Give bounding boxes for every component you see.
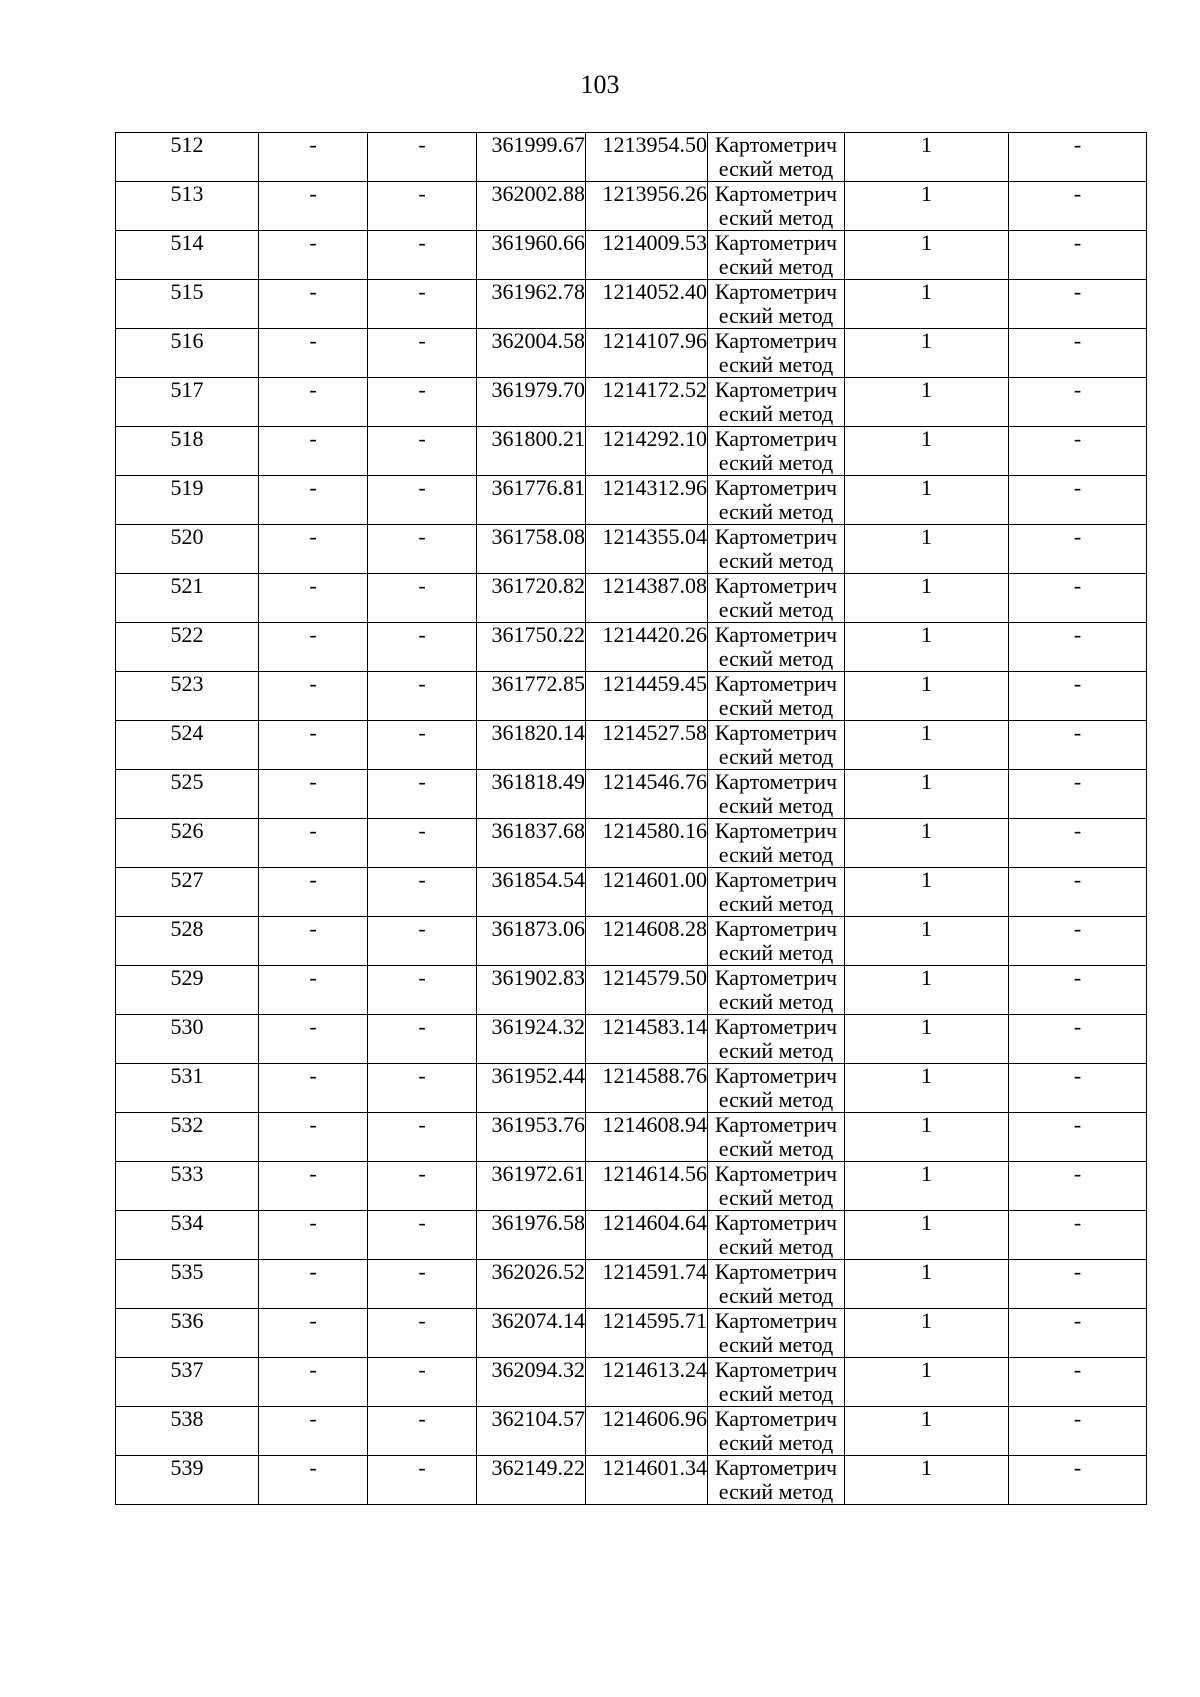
point-number-cell: 523 [116,672,259,721]
table-row [116,917,1147,966]
method-cell: Картометрич еский метод [708,623,845,672]
method-cell: Картометрич еский метод [708,770,845,819]
precision-cell: 1 [845,329,1009,378]
y-coordinate-cell: 1214606.96 [586,1407,708,1456]
table-row [116,133,1147,182]
table-row [116,966,1147,1015]
method-cell: Картометрич еский метод [708,476,845,525]
y-coordinate-cell: 1214601.00 [586,868,708,917]
x-coordinate-cell: 362004.58 [477,329,586,378]
note-cell: - [1009,819,1147,868]
method-cell: Картометрич еский метод [708,966,845,1015]
note-cell: - [1009,329,1147,378]
old-y-cell: - [368,525,477,574]
old-x-cell: - [259,427,368,476]
method-cell: Картометрич еский метод [708,1407,845,1456]
table-row [116,1015,1147,1064]
old-x-cell: - [259,721,368,770]
old-x-cell: - [259,1358,368,1407]
old-x-cell: - [259,1015,368,1064]
old-x-cell: - [259,1113,368,1162]
old-y-cell: - [368,427,477,476]
old-y-cell: - [368,721,477,770]
x-coordinate-cell: 361758.08 [477,525,586,574]
note-cell: - [1009,1064,1147,1113]
method-cell: Картометрич еский метод [708,1358,845,1407]
table-row [116,280,1147,329]
table-row [116,574,1147,623]
point-number-cell: 538 [116,1407,259,1456]
table-row [116,1358,1147,1407]
old-x-cell: - [259,868,368,917]
old-y-cell: - [368,1260,477,1309]
old-y-cell: - [368,770,477,819]
old-x-cell: - [259,525,368,574]
precision-cell: 1 [845,1456,1009,1505]
old-x-cell: - [259,1260,368,1309]
y-coordinate-cell: 1214604.64 [586,1211,708,1260]
x-coordinate-cell: 361772.85 [477,672,586,721]
old-x-cell: - [259,182,368,231]
old-y-cell: - [368,1113,477,1162]
table-row [116,868,1147,917]
x-coordinate-cell: 361854.54 [477,868,586,917]
point-number-cell: 526 [116,819,259,868]
method-cell: Картометрич еский метод [708,917,845,966]
method-cell: Картометрич еский метод [708,1456,845,1505]
old-x-cell: - [259,280,368,329]
old-x-cell: - [259,1309,368,1358]
point-number-cell: 535 [116,1260,259,1309]
old-y-cell: - [368,1309,477,1358]
precision-cell: 1 [845,917,1009,966]
table-row [116,819,1147,868]
y-coordinate-cell: 1214009.53 [586,231,708,280]
precision-cell: 1 [845,868,1009,917]
y-coordinate-cell: 1214583.14 [586,1015,708,1064]
old-y-cell: - [368,1456,477,1505]
point-number-cell: 527 [116,868,259,917]
table-row [116,1211,1147,1260]
y-coordinate-cell: 1214312.96 [586,476,708,525]
method-cell: Картометрич еский метод [708,182,845,231]
x-coordinate-cell: 361720.82 [477,574,586,623]
point-number-cell: 533 [116,1162,259,1211]
method-cell: Картометрич еский метод [708,1015,845,1064]
precision-cell: 1 [845,1407,1009,1456]
old-x-cell: - [259,231,368,280]
table-body [116,133,1147,1505]
note-cell: - [1009,378,1147,427]
x-coordinate-cell: 361953.76 [477,1113,586,1162]
old-y-cell: - [368,231,477,280]
method-cell: Картометрич еский метод [708,868,845,917]
precision-cell: 1 [845,1260,1009,1309]
point-number-cell: 516 [116,329,259,378]
precision-cell: 1 [845,623,1009,672]
table-row [116,182,1147,231]
table-row [116,1260,1147,1309]
y-coordinate-cell: 1214172.52 [586,378,708,427]
y-coordinate-cell: 1214387.08 [586,574,708,623]
point-number-cell: 514 [116,231,259,280]
y-coordinate-cell: 1214420.26 [586,623,708,672]
note-cell: - [1009,1015,1147,1064]
page-number: 103 [580,70,620,99]
y-coordinate-cell: 1214580.16 [586,819,708,868]
point-number-cell: 525 [116,770,259,819]
x-coordinate-cell: 361924.32 [477,1015,586,1064]
old-y-cell: - [368,574,477,623]
old-y-cell: - [368,623,477,672]
x-coordinate-cell: 361952.44 [477,1064,586,1113]
precision-cell: 1 [845,231,1009,280]
note-cell: - [1009,1113,1147,1162]
old-x-cell: - [259,378,368,427]
old-y-cell: - [368,966,477,1015]
method-cell: Картометрич еский метод [708,1162,845,1211]
x-coordinate-cell: 361837.68 [477,819,586,868]
point-number-cell: 518 [116,427,259,476]
note-cell: - [1009,1162,1147,1211]
old-x-cell: - [259,819,368,868]
x-coordinate-cell: 361873.06 [477,917,586,966]
old-y-cell: - [368,1407,477,1456]
old-x-cell: - [259,770,368,819]
table-row [116,623,1147,672]
y-coordinate-cell: 1214614.56 [586,1162,708,1211]
old-x-cell: - [259,1162,368,1211]
precision-cell: 1 [845,672,1009,721]
x-coordinate-cell: 361962.78 [477,280,586,329]
x-coordinate-cell: 361976.58 [477,1211,586,1260]
note-cell: - [1009,1260,1147,1309]
point-number-cell: 539 [116,1456,259,1505]
precision-cell: 1 [845,1211,1009,1260]
y-coordinate-cell: 1214601.34 [586,1456,708,1505]
x-coordinate-cell: 361902.83 [477,966,586,1015]
precision-cell: 1 [845,1015,1009,1064]
note-cell: - [1009,672,1147,721]
table-row [116,378,1147,427]
old-x-cell: - [259,1064,368,1113]
old-y-cell: - [368,672,477,721]
y-coordinate-cell: 1214591.74 [586,1260,708,1309]
old-y-cell: - [368,819,477,868]
old-y-cell: - [368,476,477,525]
x-coordinate-cell: 362026.52 [477,1260,586,1309]
note-cell: - [1009,182,1147,231]
old-y-cell: - [368,378,477,427]
precision-cell: 1 [845,280,1009,329]
precision-cell: 1 [845,525,1009,574]
note-cell: - [1009,1407,1147,1456]
note-cell: - [1009,1358,1147,1407]
x-coordinate-cell: 362104.57 [477,1407,586,1456]
method-cell: Картометрич еский метод [708,378,845,427]
y-coordinate-cell: 1214588.76 [586,1064,708,1113]
old-y-cell: - [368,133,477,182]
x-coordinate-cell: 361818.49 [477,770,586,819]
old-y-cell: - [368,1015,477,1064]
y-coordinate-cell: 1214613.24 [586,1358,708,1407]
point-number-cell: 515 [116,280,259,329]
old-x-cell: - [259,329,368,378]
precision-cell: 1 [845,1309,1009,1358]
method-cell: Картометрич еский метод [708,574,845,623]
precision-cell: 1 [845,1358,1009,1407]
method-cell: Картометрич еский метод [708,721,845,770]
method-cell: Картометрич еский метод [708,1064,845,1113]
table-row [116,1309,1147,1358]
table-row [116,1064,1147,1113]
x-coordinate-cell: 362002.88 [477,182,586,231]
note-cell: - [1009,623,1147,672]
x-coordinate-cell: 362094.32 [477,1358,586,1407]
point-number-cell: 517 [116,378,259,427]
old-y-cell: - [368,1162,477,1211]
old-y-cell: - [368,1358,477,1407]
y-coordinate-cell: 1214579.50 [586,966,708,1015]
note-cell: - [1009,525,1147,574]
point-number-cell: 534 [116,1211,259,1260]
method-cell: Картометрич еский метод [708,1211,845,1260]
note-cell: - [1009,476,1147,525]
x-coordinate-cell: 361776.81 [477,476,586,525]
method-cell: Картометрич еский метод [708,133,845,182]
x-coordinate-cell: 361979.70 [477,378,586,427]
method-cell: Картометрич еский метод [708,1113,845,1162]
note-cell: - [1009,231,1147,280]
point-number-cell: 529 [116,966,259,1015]
old-x-cell: - [259,1456,368,1505]
precision-cell: 1 [845,966,1009,1015]
old-x-cell: - [259,1211,368,1260]
old-x-cell: - [259,917,368,966]
old-y-cell: - [368,182,477,231]
table-row [116,1407,1147,1456]
old-x-cell: - [259,476,368,525]
old-x-cell: - [259,574,368,623]
table-row [116,770,1147,819]
x-coordinate-cell: 362149.22 [477,1456,586,1505]
point-number-cell: 521 [116,574,259,623]
note-cell: - [1009,721,1147,770]
y-coordinate-cell: 1214608.94 [586,1113,708,1162]
point-number-cell: 519 [116,476,259,525]
table-row [116,231,1147,280]
method-cell: Картометрич еский метод [708,1260,845,1309]
table-row [116,1113,1147,1162]
method-cell: Картометрич еский метод [708,525,845,574]
table-row [116,672,1147,721]
precision-cell: 1 [845,378,1009,427]
point-number-cell: 513 [116,182,259,231]
note-cell: - [1009,427,1147,476]
y-coordinate-cell: 1214292.10 [586,427,708,476]
method-cell: Картометрич еский метод [708,1309,845,1358]
method-cell: Картометрич еский метод [708,819,845,868]
point-number-cell: 528 [116,917,259,966]
note-cell: - [1009,868,1147,917]
y-coordinate-cell: 1214595.71 [586,1309,708,1358]
note-cell: - [1009,1456,1147,1505]
old-x-cell: - [259,623,368,672]
x-coordinate-cell: 361750.22 [477,623,586,672]
point-number-cell: 522 [116,623,259,672]
point-number-cell: 531 [116,1064,259,1113]
y-coordinate-cell: 1214608.28 [586,917,708,966]
y-coordinate-cell: 1214107.96 [586,329,708,378]
point-number-cell: 520 [116,525,259,574]
table-row [116,476,1147,525]
table-row [116,1456,1147,1505]
old-x-cell: - [259,966,368,1015]
method-cell: Картометрич еский метод [708,231,845,280]
x-coordinate-cell: 362074.14 [477,1309,586,1358]
x-coordinate-cell: 361999.67 [477,133,586,182]
x-coordinate-cell: 361972.61 [477,1162,586,1211]
point-number-cell: 524 [116,721,259,770]
note-cell: - [1009,917,1147,966]
precision-cell: 1 [845,133,1009,182]
point-number-cell: 512 [116,133,259,182]
table-row [116,1162,1147,1211]
old-y-cell: - [368,868,477,917]
y-coordinate-cell: 1214546.76 [586,770,708,819]
note-cell: - [1009,133,1147,182]
table-row [116,427,1147,476]
precision-cell: 1 [845,476,1009,525]
y-coordinate-cell: 1213954.50 [586,133,708,182]
old-y-cell: - [368,917,477,966]
table-row [116,525,1147,574]
old-y-cell: - [368,329,477,378]
y-coordinate-cell: 1214459.45 [586,672,708,721]
y-coordinate-cell: 1214052.40 [586,280,708,329]
precision-cell: 1 [845,1064,1009,1113]
note-cell: - [1009,280,1147,329]
y-coordinate-cell: 1214355.04 [586,525,708,574]
precision-cell: 1 [845,574,1009,623]
coordinates-table [115,132,1147,1505]
precision-cell: 1 [845,182,1009,231]
point-number-cell: 536 [116,1309,259,1358]
precision-cell: 1 [845,721,1009,770]
precision-cell: 1 [845,770,1009,819]
old-y-cell: - [368,1211,477,1260]
point-number-cell: 532 [116,1113,259,1162]
old-y-cell: - [368,1064,477,1113]
x-coordinate-cell: 361800.21 [477,427,586,476]
note-cell: - [1009,966,1147,1015]
method-cell: Картометрич еский метод [708,427,845,476]
y-coordinate-cell: 1214527.58 [586,721,708,770]
note-cell: - [1009,1211,1147,1260]
precision-cell: 1 [845,1162,1009,1211]
method-cell: Картометрич еский метод [708,672,845,721]
table-row [116,329,1147,378]
note-cell: - [1009,1309,1147,1358]
precision-cell: 1 [845,427,1009,476]
old-x-cell: - [259,1407,368,1456]
old-x-cell: - [259,672,368,721]
x-coordinate-cell: 361820.14 [477,721,586,770]
point-number-cell: 537 [116,1358,259,1407]
method-cell: Картометрич еский метод [708,280,845,329]
precision-cell: 1 [845,819,1009,868]
note-cell: - [1009,770,1147,819]
y-coordinate-cell: 1213956.26 [586,182,708,231]
point-number-cell: 530 [116,1015,259,1064]
table-row [116,721,1147,770]
old-y-cell: - [368,280,477,329]
method-cell: Картометрич еский метод [708,329,845,378]
note-cell: - [1009,574,1147,623]
precision-cell: 1 [845,1113,1009,1162]
old-x-cell: - [259,133,368,182]
x-coordinate-cell: 361960.66 [477,231,586,280]
